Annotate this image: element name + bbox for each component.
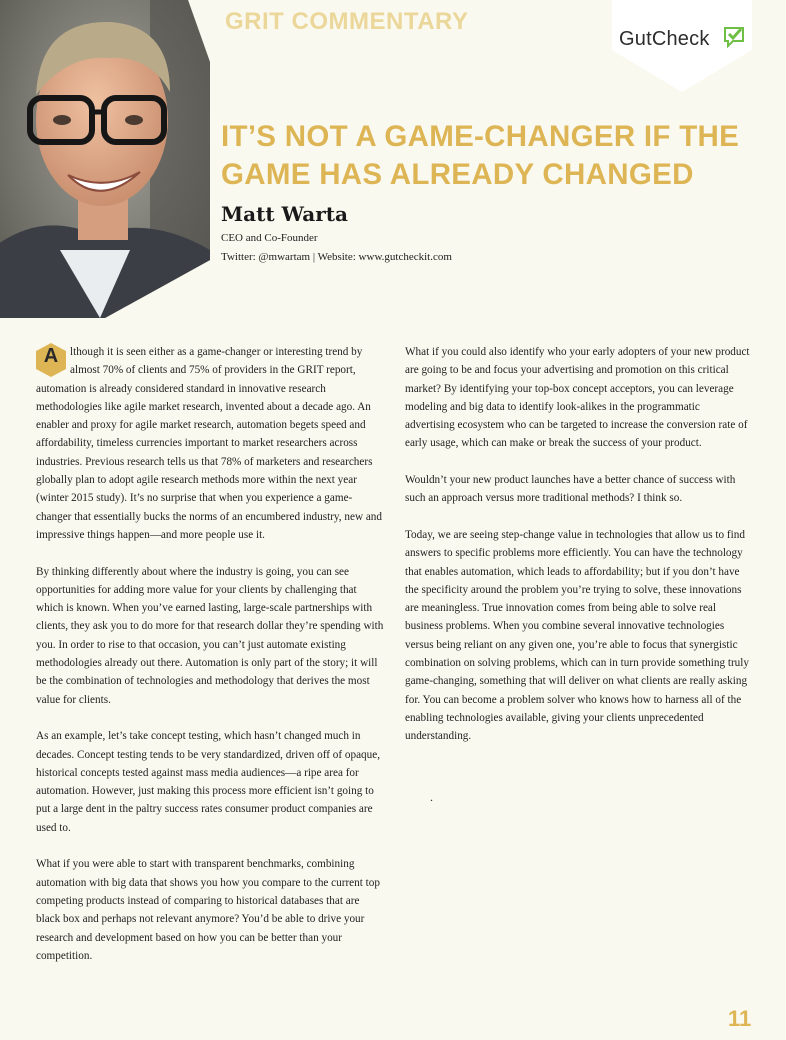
paragraph: As an example, let’s take concept testing, which hasn’t changed much in decades. Concept testing tends to be very standardized, driven off of opaque, historical concepts tested against mass media audiences—a ripe area for automation. However, just making this process more efficient isn’t going to put a large dent in the paltry success rates consumer product companies are used to. [36, 730, 381, 834]
paragraph: Today, we are seeing step-change value in technologies that allow us to find answers to specific problems more efficiently. You can have the technology that enables automation, which leads to affordability; but if you don’t have the specificity around the problem you’re trying to solve, these innovations are meaningless. True innovation comes from being able to solve real business problems. When you combine several innovative technologies versus being reliant on any given one, you’re able to focus that synergistic combination on solving problems, which can in turn provide something truly game-changing, something that will deliver on what clients are really asking for. You can become a problem solver who knows how to harness all of the enabling technologies available, giving your clients unprecedented understanding. [405, 528, 749, 743]
drop-cap [36, 343, 66, 377]
section-label: GRIT COMMENTARY [225, 8, 469, 35]
paragraph [36, 343, 385, 544]
paragraph: What if you could also identify who your early adopters of your new product are going to be and focus your advertising and promotion on this critical market? By identifying your top-box concept acceptors, you can leverage modeling and big data to identify look-alikes in the programmatic advertising ecosystem who can be targeted to increase the conversion rate of early usage, which can make or break the success of your product. [405, 346, 750, 450]
author-role: CEO and Co-Founder [221, 232, 318, 244]
author-portrait [0, 0, 210, 318]
check-speech-bubble-icon [722, 24, 746, 48]
author-contact: Twitter: @mwartam | Website: www.gutcheckit.com [221, 251, 452, 263]
page-number: 11 [728, 1006, 752, 1031]
article-column-left [36, 343, 385, 983]
stray-mark: . [430, 790, 433, 804]
author-name: Matt Warta [221, 202, 348, 226]
paragraph: Wouldn’t your new product launches have a better chance of success with such an approach versus more traditional methods? I think so. [405, 474, 736, 505]
drop-cap-letter: A [43, 345, 59, 367]
paragraph: By thinking differently about where the industry is going, you can see opportunities for adding more value for your clients by challenging that which is known. When you’ve earned lasting, large-scale partnerships with clients, they ask you to do more for that research dollar they’re spending with you. In order to rise to that occasion, you can’t just automate existing methodologies already out there. Automation is only part of the story; it will be the combination of technologies and methodology that derives the most value for clients. [36, 565, 384, 706]
headline-line-1: IT’S NOT A GAME-CHANGER IF THE [221, 120, 740, 153]
paragraph: What if you were able to start with transparent benchmarks, combining automation with big data that shows you how you compare to the current top competing products instead of comparing to historical databases that are black box and perhaps not relevant anymore? You’d be able to drive your research and development based on how you can be better than your competition. [36, 858, 380, 962]
logo-wordmark: GutCheck [619, 28, 710, 50]
article-column-right [405, 343, 752, 764]
article-headline [221, 118, 781, 194]
headline-line-2: GAME HAS ALREADY CHANGED [221, 158, 694, 191]
paragraph-text: lthough it is seen either as a game-changer or interesting trend by almost 70% of clients and 75% of providers in the GRIT report, automation is already considered standard in innovative research methodologies like agile market research, invented about a decade ago. An enabler and proxy for agile market research, automation begets speed and affordability, timeless currencies important to market researchers across industries. Previous research tells us that 78% of marketers and researchers globally plan to adopt agile research methods more within the next year (winter 2015 study). It’s no surprise that when you experience a game-changer that essentially bucks the norms of an encumbered industry, new and impressive things happen—and more people use it. [36, 346, 382, 541]
